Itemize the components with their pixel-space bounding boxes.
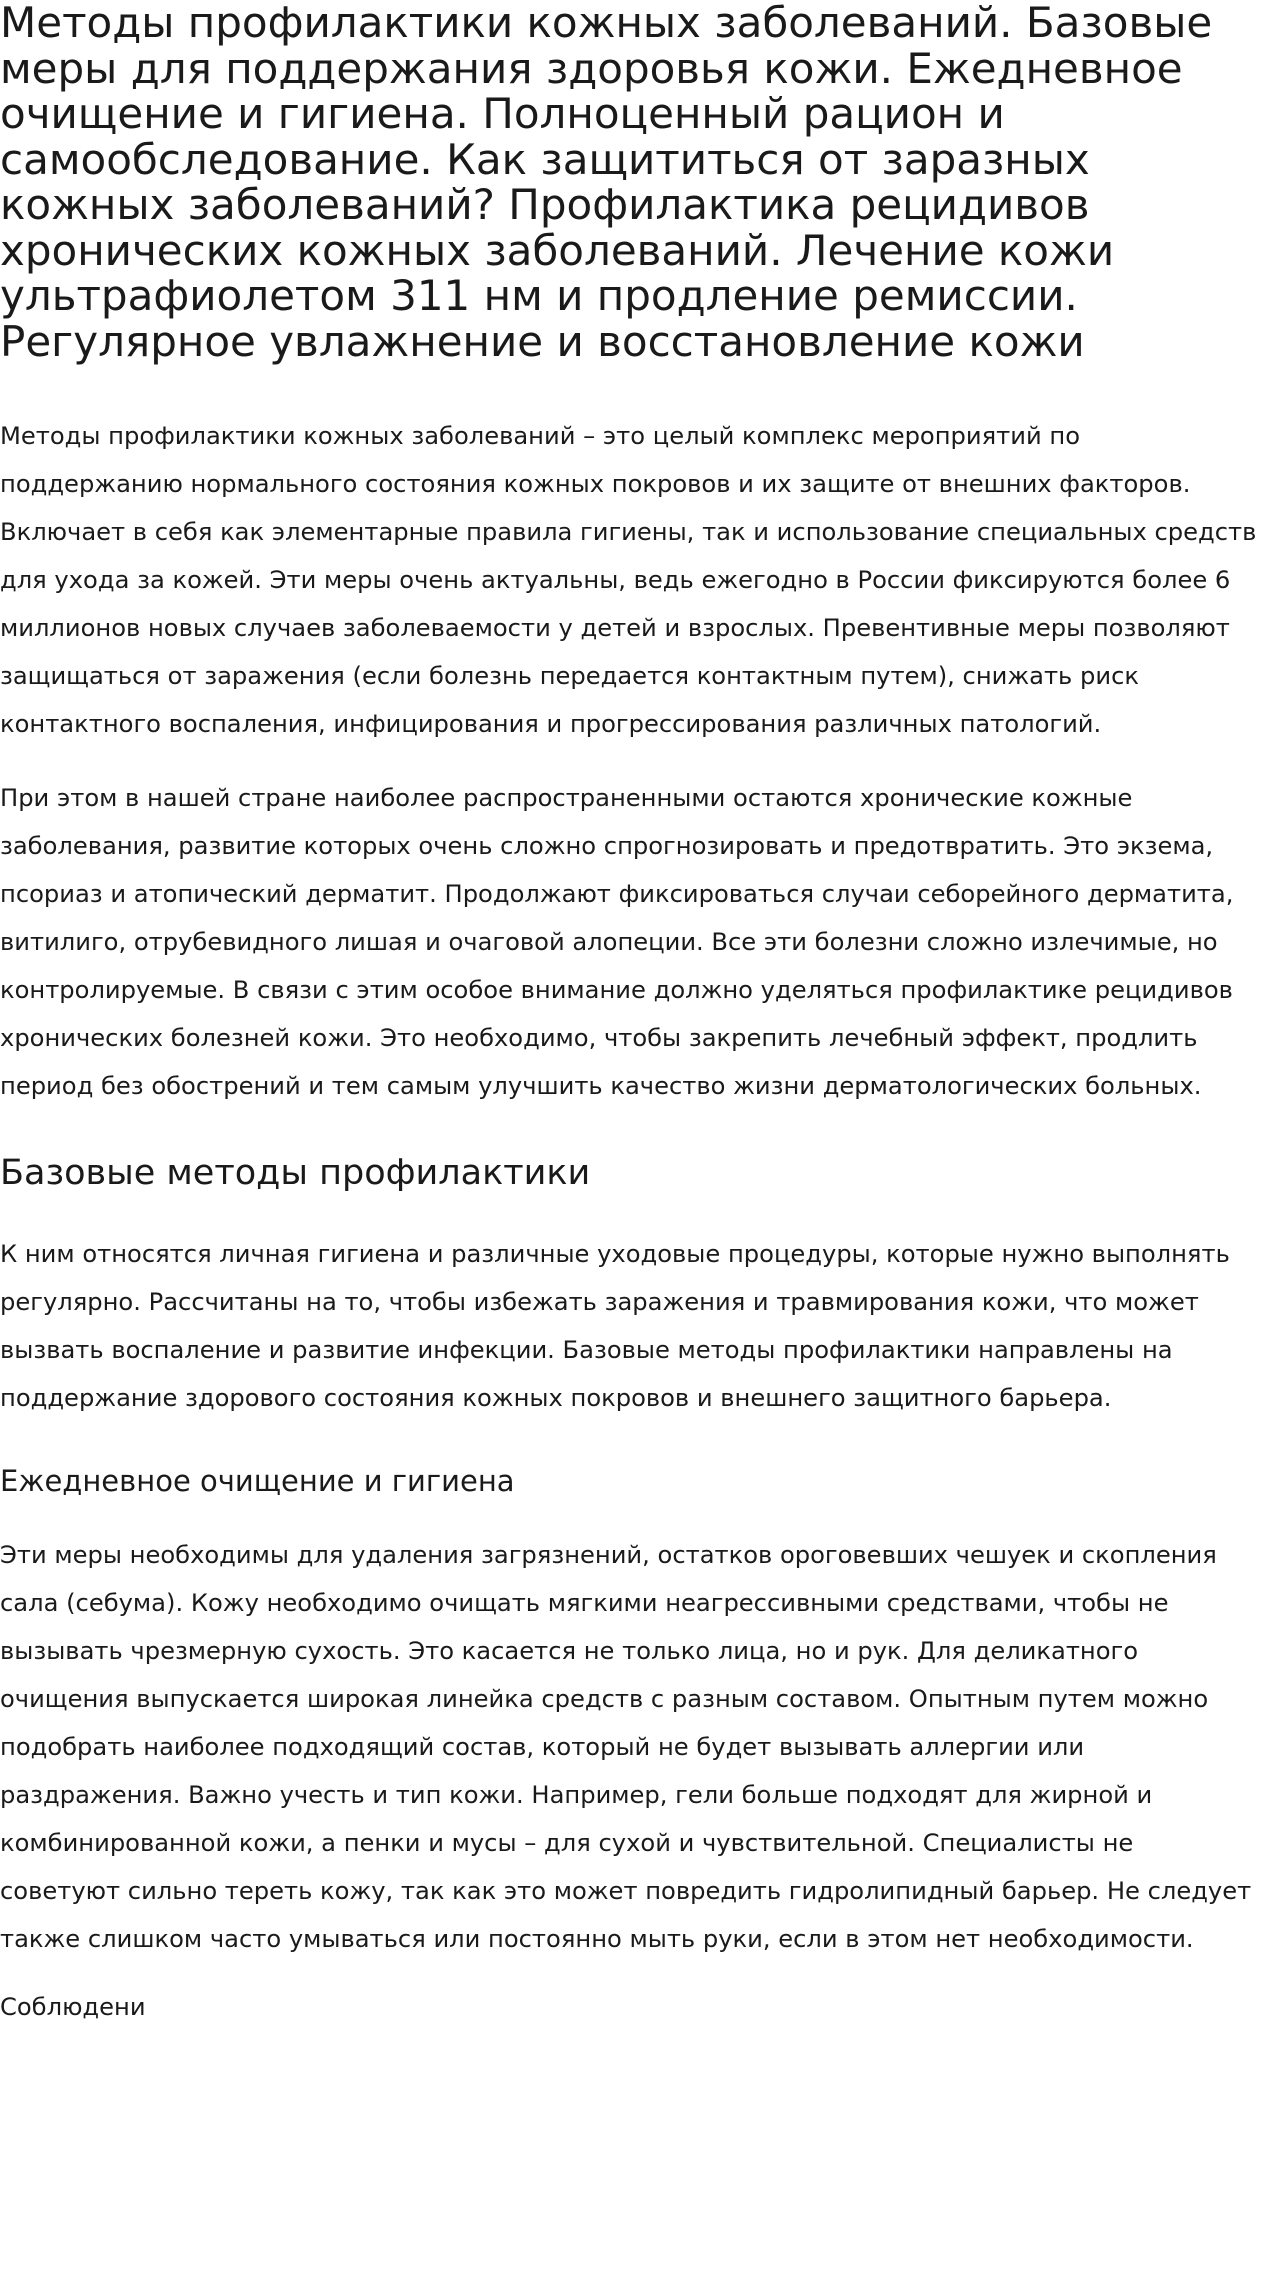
- intro-paragraph-2: При этом в нашей стране наиболее распространенными остаются хронические кожные заболевания, развитие которых очень сложно спрогнозировать и предотвратить. Это экзема, псориаз и атопический дерматит. Продолжают фиксироваться случаи себорейного дерматита, витилиго, отрубевидного лишая и очаговой алопеции. Все эти болезни сложно излечимые, но контролируемые. В связи с этим особое внимание должно уделяться профилактике рецидивов хронических болезней кожи. Это необходимо, чтобы закрепить лечебный эффект, продлить период без обострений и тем самым улучшить качество жизни дерматологических больных.: [0, 784, 1234, 1100]
- subsection-paragraph-cleansing: Эти меры необходимы для удаления загрязнений, остатков ороговевших чешуек и скопления сала (себума). Кожу необходимо очищать мягкими неагрессивными средствами, чтобы не вызывать чрезмерную сухость. Это касается не только лица, но и рук. Для деликатного очищения выпускается широкая линейка средств с разным составом. Опытным путем можно подобрать наиболее подходящий состав, который не будет вызывать аллергии или раздражения. Важно учесть и тип кожи. Например, гели больше подходят для жирной и комбинированной кожи, а пенки и мусы – для сухой и чувствительной. Специалисты не советуют сильно тереть кожу, так как это может повредить гидролипидный барьер. Не следует также слишком часто умываться или постоянно мыть руки, если в этом нет необходимости.: [0, 1541, 1252, 1953]
- section-paragraph-basic-methods: К ним относятся личная гигиена и различные уходовые процедуры, которые нужно выполнять регулярно. Рассчитаны на то, чтобы избежать заражения и травмирования кожи, что может вызвать воспаление и развитие инфекции. Базовые методы профилактики направлены на поддержание здорового состояния кожных покровов и внешнего защитного барьера.: [0, 1240, 1230, 1412]
- truncated-paragraph: Соблюдени: [0, 1993, 146, 2021]
- intro-paragraph-1: Методы профилактики кожных заболеваний – это целый комплекс мероприятий по поддержанию нормального состояния кожных покровов и их защите от внешних факторов. Включает в себя как элементарные правила гигиены, так и использование специальных средств для ухода за кожей. Эти меры очень актуальны, ведь ежегодно в России фиксируются более 6 миллионов новых случаев заболеваемости у детей и взрослых. Превентивные меры позволяют защищаться от заражения (если болезнь передается контактным путем), снижать риск контактного воспаления, инфицирования и прогрессирования различных патологий.: [0, 422, 1257, 738]
- section-heading-basic-methods: Базовые методы профилактики: [0, 1153, 591, 1193]
- subsection-heading-cleansing: Ежедневное очищение и гигиена: [0, 1464, 515, 1498]
- article-title: Методы профилактики кожных заболеваний. Базовые меры для поддержания здоровья кожи. Ежедневное очищение и гигиена. Полноценный рацион и самообследование. Как защититься от заразных кожных заболеваний? Профилактика рецидивов хронических кожных заболеваний. Лечение кожи ультрафиолетом 311 нм и продление ремиссии. Регулярное увлажнение и восстановление кожи: [0, 0, 1213, 366]
